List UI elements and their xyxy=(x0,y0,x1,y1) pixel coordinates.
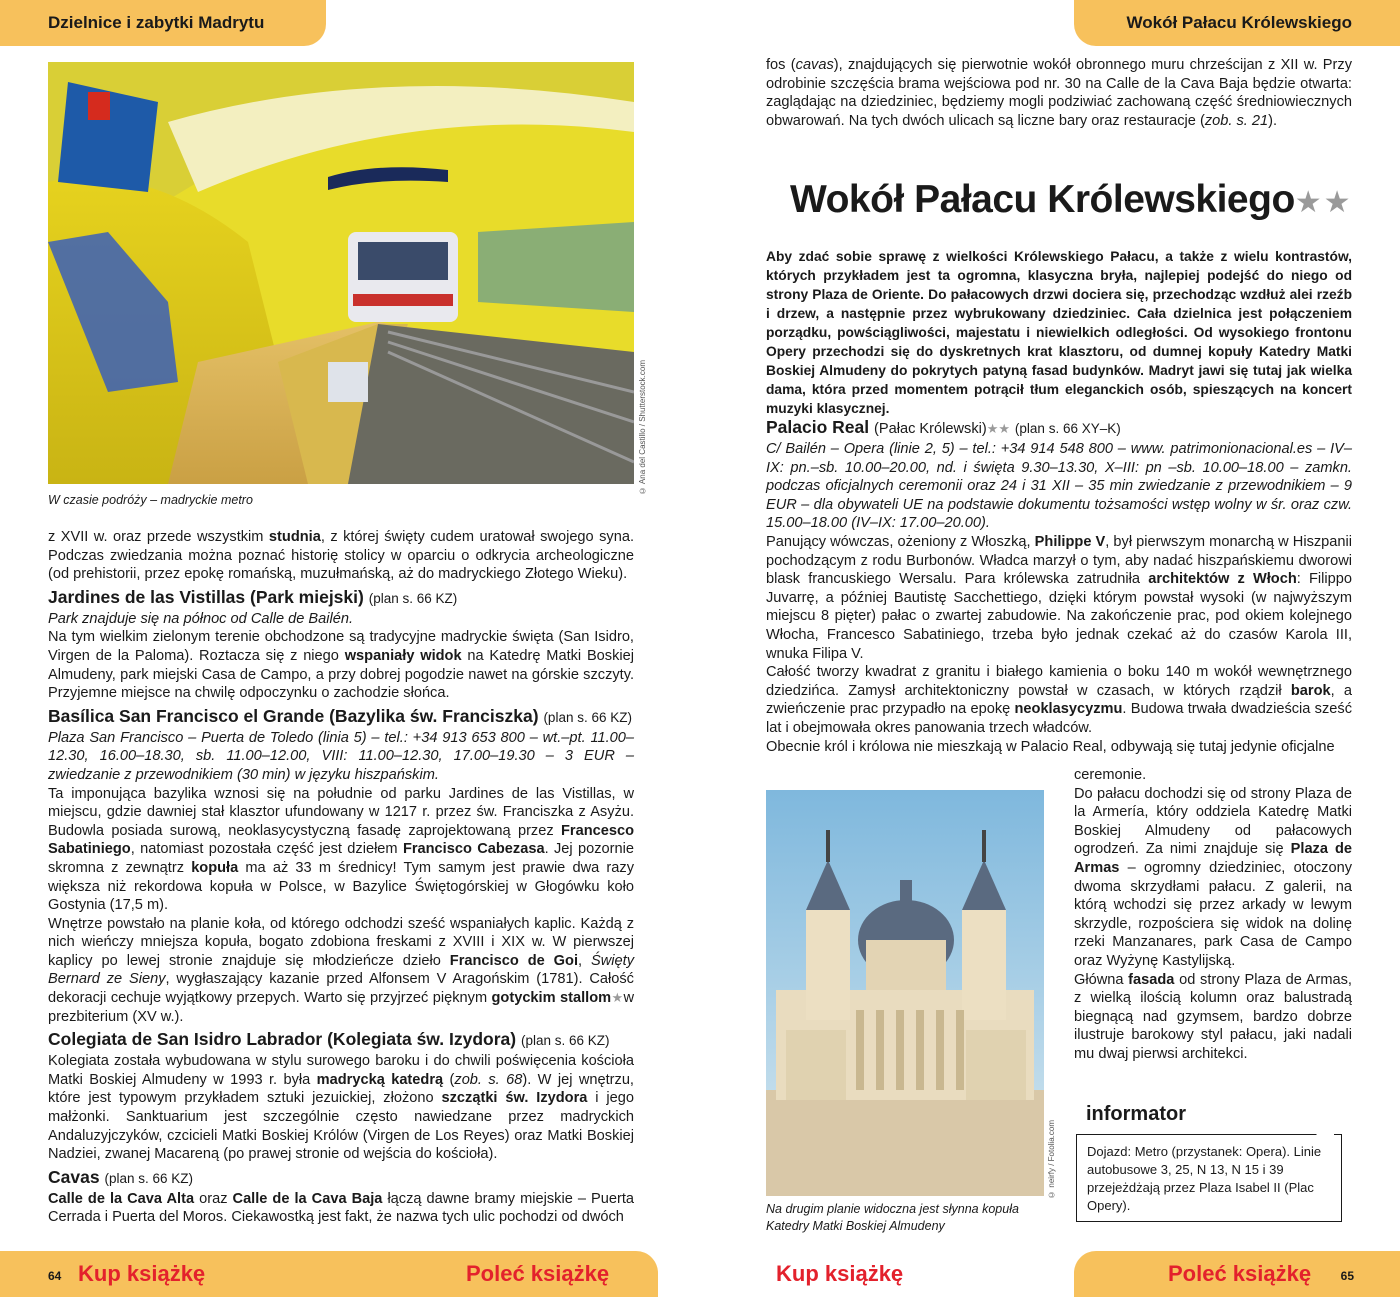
section-heading-basilica: Basílica San Francisco el Grande (Bazylika św. Franciszka) (plan s. 66 KZ) xyxy=(48,705,632,726)
intro-paragraph: z XVII w. oraz przede wszystkim studnia, z której święty cudem uratował swojego syna. Podczas zwiedzania można poznać historię stolicy w oparciu o odkrycia archeologiczne (od prehistorii, przez epokę romańską, muzułmańską, aż do madryckiego Złotego Wieku). xyxy=(48,529,635,583)
rating-stars-icon: ★★ xyxy=(986,421,1011,436)
chapter-main-title: Wokół Pałacu Królewskiego★★ xyxy=(790,178,1353,221)
buy-book-link-right[interactable]: Kup książkę xyxy=(776,1261,904,1286)
section-body-vistillas: Na tym wielkim zielonym terenie obchodzone są tradycyjne madryckie święta (San Isidro, Virgen de la Paloma). Roztacza się z niego wspaniały widok na Katedrę Matki Boskiej Almudeny, park miejski Casa de Campo, a przy dobrej pogodzie nawet na górskie szczyty. Przyjemne miejsce na chwilę odpoczynku o zachodzie słońca. xyxy=(48,629,634,702)
chapter-title-right: Wokół Pałacu Królewskiego xyxy=(1126,13,1352,32)
right-text-column xyxy=(766,414,1352,756)
right-continuation-text: fos (cavas), znajdujących się pierwotnie wokół obronnego muru chrześcijan z XII w. Przy odrobinie szczęścia brama wejściowa pod nr. 30 na Calle de la Cava Baja będzie otwarta: zaglądając na dziedziniec, będziemy mogli podziwiać zachowaną część średniowiecznych obwarowań. Na tych dwóch ulicach są liczne bary oraz restauracje (zob. s. 21). xyxy=(766,57,1352,129)
section-body-basilica-1: Ta imponująca bazylika wznosi się na południe od parku Jardines de las Vistillas, w miejscu, gdzie dawniej stał klasztor ufundowany w 1217 r. przez św. Franciszka z Asyżu. Budowla posiada surową, neoklasycystyczną fasadę zaprojektowaną przez Francesco Sabatiniego, natomiast pozostała część jest dziełem Francisco Cabezasa. Jej pozornie skromna z zewnątrz kopuła ma aż 33 m średnicy! Tym samym jest prawie dwa razy większa niż rekordowa kopuła w Polsce, w Bazylice Świętogórskiej w Głogówku koło Gostynia (17,5 m). xyxy=(48,785,634,914)
section-info-vistillas: Park znajduje się na północ od Calle de Bailén. xyxy=(48,610,354,627)
chapter-tab-left xyxy=(0,0,326,46)
section-heading-cavas: Cavas (plan s. 66 KZ) xyxy=(48,1166,193,1187)
rating-stars-icon: ★★ xyxy=(1294,186,1353,219)
page-fold-icon xyxy=(1316,1134,1334,1152)
buy-book-link-left[interactable]: Kup książkę xyxy=(78,1261,206,1286)
recommend-book-link-right[interactable]: Poleć książkę xyxy=(1168,1261,1312,1286)
section-body-palacio-3: Obecnie król i królowa nie mieszkają w Palacio Real, odbywają się tutaj jedynie oficjalne xyxy=(766,738,1335,755)
section-body-palacio-4: Do pałacu dochodzi się od strony Plaza de la Armería, który oddziela Katedrę Matki Boskiej Almudeny od pałacowych ogrodzeń. Za nimi znajduje się Plaza de Armas – ogromny dziedziniec, otoczony dwoma skrzydłami pałacu. Z galerii, na którą wchodzi się przez arkady w lewym skrzydle, rozpościera się widok na dolinę rzeki Manzanares, park Casa de Campo oraz Wyżynę Kastylijską. xyxy=(1074,785,1352,969)
section-body-palacio-2: Całość tworzy kwadrat z granitu i białego kamienia o boku 140 m wokół wewnętrznego dziedzińca. Zamysł architektoniczny powstał w czasach, w których rządził barok, a zwieńczenie prac przypadło na epokę neoklasycyzmu. Budowa trwała dwadzieścia sześć lat i obejmowała okres panowania trzech władców. xyxy=(766,664,1352,736)
section-body-cavas: Calle de la Cava Alta oraz Calle de la Cava Baja łączą dawne bramy miejskie – Puerta Cerrada i Puerta del Moros. Ciekawostką jest fakt, że nazwa tych ulic pochodzi od dwóch xyxy=(48,1190,634,1226)
cathedral-photo-caption: Na drugim planie widoczna jest słynna kopuła Katedry Matki Boskiej Almudeny xyxy=(766,1202,1019,1233)
section-body-palacio-3-cont: ceremonie. xyxy=(1074,767,1147,783)
chapter-title-left: Dzielnice i zabytki Madrytu xyxy=(48,13,265,32)
recommend-book-link-left[interactable]: Poleć książkę xyxy=(466,1261,610,1286)
section-info-basilica: Plaza San Francisco – Puerta de Toledo (linia 5) – tel.: +34 913 653 800 – wt.–pt. 11.00–12.30, 16.00–18.30, sb. 11.00–12.00, VIII: 11.00–12.30, 17.00–19.30 – 3 EUR – zwiedzanie z przewodnikiem (30 min) w języku hiszpańskim. xyxy=(48,729,634,783)
section-info-palacio-real: C/ Bailén – Opera (linie 2, 5) – tel.: +34 914 548 800 – www. patrimonionacional.es – IV–IX: pn.–sb. 10.00–20.00, nd. i święta 9.30–13.30, X–III: pn –sb. 10.00–18.00 – zamkn. podczas oficjalnych ceremonii oraz 24 i 31 XII – 35 min zwiedzanie z przewodnikiem – 9 EUR – dla obywateli UE na podstawie dokumentu tożsamości wstęp wolny w śr. oraz czw. 15.00–18.00 (IV–IX: 17.00–20.00). xyxy=(766,441,1352,532)
section-body-colegiata: Kolegiata została wybudowana w stylu surowego baroku i do chwili poświęcenia kościoła Matki Boskiej Almudeny w 1993 r. była madrycką katedrą (zob. s. 68). W jej wnętrzu, które jest typowym przykładem sztuki jezuickiej, złożono szczątki św. Izydora i jego małżonki. Sanktuarium jest szczególnie często nawiedzane przez madryckich Andaluzyjczyków, czcicieli Matki Boskiej Królów (Virgen de Los Reyes) oraz Matki Boskiej Nadziei, zwanej Macareną (po prawej stronie od wejścia do kościoła). xyxy=(48,1053,634,1163)
section-body-palacio-1: Panujący wówczas, ożeniony z Włoszką, Philippe V, był pierwszym monarchą w Hiszpanii pochodzącym z rodu Burbonów. Władca marzył o tym, aby nadać hiszpańskiemu dworowi blask francuskiego Wersalu. Para królewska zatrudniła architektów z Włoch: Filippo Juvarrę, a później Bautistę Sacchettiego, dzięki którym powstał wysoki (w najwyższym miejscu 8 pięter) pałac o zwartej zabudowie. Na zakończenie prac, pod okiem kolejnego Włocha, Francesco Sabatiniego, trzeba było jednak czekać aż do czasów Karola III, wnuka Filipa V. xyxy=(766,533,1352,662)
star-icon: ★ xyxy=(611,990,624,1006)
informator-box xyxy=(1076,1134,1342,1222)
cathedral-photo-credit: © neirfy / Fotolia.com xyxy=(1047,1120,1056,1199)
informator-text: Dojazd: Metro (przystanek: Opera). Linie autobusowe 3, 25, N 13, N 15 i 39 przejeżdżają przez Plaza Isabel II (Plac Opery). xyxy=(1087,1144,1322,1213)
section-heading-palacio-real: Palacio Real (Pałac Królewski)★★ (plan s. 66 XY–K) xyxy=(766,417,1121,437)
cathedral-photo xyxy=(766,790,1044,1196)
metro-station-illustration xyxy=(48,62,634,484)
informator-heading: informator xyxy=(1086,1103,1186,1125)
chapter-lead-paragraph: Aby zdać sobie sprawę z wielkości Królewskiego Pałacu, a także z wielu kontrastów, których przykładem jest ta ogromna, klasyczna bryła, najlepiej podejść do niego od strony Plaza de Oriente. Do pałacowych drzwi dociera się, przechodząc wzdłuż alei rzeźb i drzew, a następnie przez wybrukowany dziedziniec. Cała dzielnica jest połączeniem porządku, powściągliwości, majestatu i niewielkich odległości. Od wysokiego frontonu Opery przechodzi się do dyskretnych krat klasztoru, od dumnej kopuły Katedry Matki Boskiej Almudeny do pokrytych patyną fasad budynków. Madryt jawi się tutaj jak wielka dama, która przed momentem potrącił tłum eleganckich osób, spieszących na koncert muzyki klasycznej. xyxy=(766,249,1352,416)
right-narrow-column xyxy=(1074,766,1352,1064)
section-body-basilica-2: Wnętrze powstało na planie koła, od którego odchodzi sześć wspaniałych kaplic. Każdą z nich wieńczy mniejsza kopuła, bogato zdobiona freskami z XVIII i XIX w. W pierwszej kaplicy po lewej stronie znajduje się młodzieńcze dzieło Francisco de Goi, Święty Bernard ze Sieny, wygłaszający kazanie przed Alfonsem V Aragońskim (1781). Całość dekoracji cechuje wyjątkowy przepych. Warto się przyjrzeć pięknym gotyckim stallom★w prezbiterium (XV w.). xyxy=(48,915,635,1025)
section-heading-colegiata: Colegiata de San Isidro Labrador (Kolegiata św. Izydora) (plan s. 66 KZ) xyxy=(48,1029,610,1050)
section-heading-vistillas: Jardines de las Vistillas (Park miejski) (plan s. 66 KZ) xyxy=(48,586,458,607)
section-body-palacio-5: Główna fasada od strony Plaza de Armas, z wielką ilością kolumn oraz balustradą biegnącą nad gzymsem, bardzo dobrze ilustruje barokowy styl pałacu, jaki nadali mu dwaj pierwsi architekci. xyxy=(1074,971,1352,1062)
left-text-column xyxy=(48,528,634,1227)
page-number-right: 65 xyxy=(1340,1269,1354,1283)
metro-photo-credit: © Ana del Castillo / Shutterstock.com xyxy=(638,360,647,495)
cathedral-illustration xyxy=(766,790,1044,1196)
page-number-left: 64 xyxy=(48,1269,62,1283)
chapter-tab-right xyxy=(1074,0,1400,46)
metro-photo-caption: W czasie podróży – madryckie metro xyxy=(48,493,253,507)
metro-photo xyxy=(48,62,634,484)
